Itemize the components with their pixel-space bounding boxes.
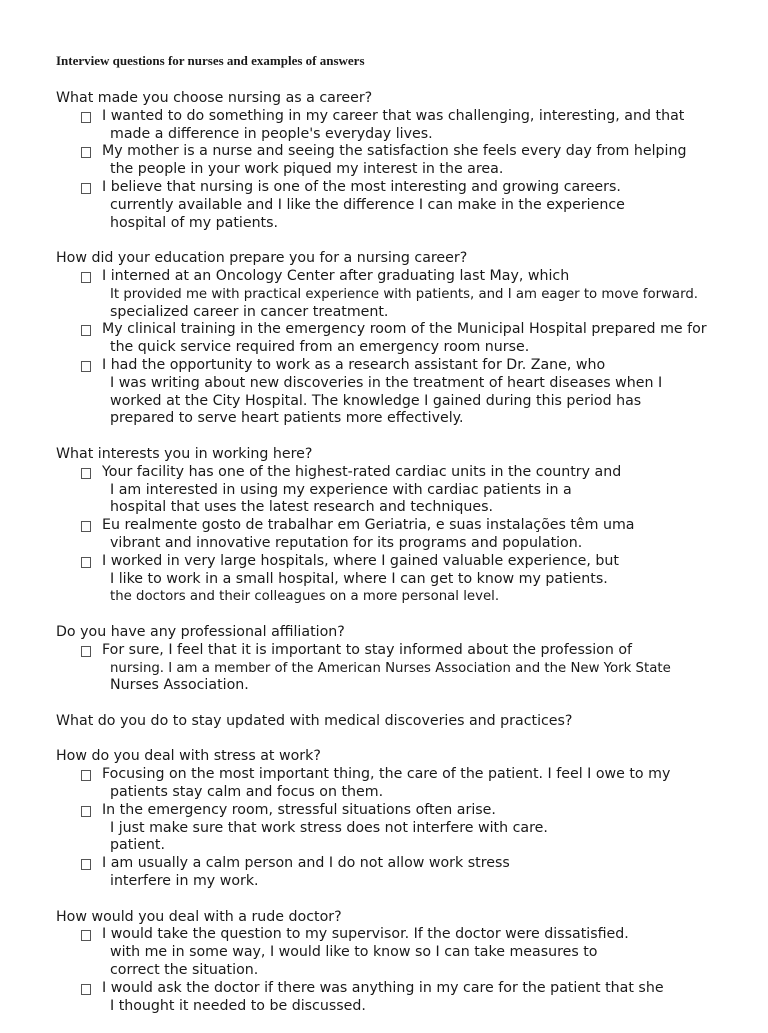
- answer-item: [56, 143, 756, 179]
- missing-glyph-box-icon: [81, 770, 91, 781]
- question-heading: What made you choose nursing as a career?: [56, 90, 373, 106]
- qa-section: [56, 90, 756, 232]
- answer-line: It provided me with practical experience with patients, and I am eager to move forward.: [110, 286, 698, 302]
- answer-item: [56, 642, 756, 695]
- answer-list: [56, 464, 756, 606]
- qa-section: [56, 713, 756, 731]
- missing-glyph-box-icon: [81, 183, 91, 194]
- answer-item: [56, 855, 756, 891]
- answer-list: [56, 642, 756, 695]
- answer-line: Eu realmente gosto de trabalhar em Geriatria, e suas instalações têm uma: [102, 517, 635, 534]
- question-heading: How do you deal with stress at work?: [56, 748, 321, 765]
- answer-item: [56, 179, 756, 232]
- document-title: Interview questions for nurses and examples of answers: [56, 53, 365, 68]
- missing-glyph-box-icon: [81, 272, 91, 283]
- answer-list: [56, 926, 756, 1015]
- answer-line: with me in some way, I would like to know so I can take measures to: [110, 944, 598, 961]
- answer-line: I like to work in a small hospital, where I can get to know my patients.: [110, 570, 608, 587]
- answer-line: Your facility has one of the highest-rated cardiac units in the country and: [102, 463, 622, 480]
- missing-glyph-box-icon: [81, 468, 91, 479]
- question-heading: How did your education prepare you for a nursing career?: [56, 250, 468, 267]
- qa-section: [56, 624, 756, 695]
- question-heading: What interests you in working here?: [56, 445, 313, 462]
- missing-glyph-box-icon: [81, 361, 91, 372]
- answer-line: patients stay calm and focus on them.: [110, 784, 384, 801]
- answer-item: [56, 553, 756, 606]
- qa-sections: [56, 90, 756, 1015]
- answer-line: hospital that uses the latest research and techniques.: [110, 499, 493, 516]
- answer-line: currently available and I like the difference I can make in the experience: [110, 196, 625, 213]
- answer-line: worked at the City Hospital. The knowledge I gained during this period has: [110, 392, 642, 409]
- missing-glyph-box-icon: [81, 147, 91, 158]
- answer-line: My mother is a nurse and seeing the satisfaction she feels every day from helping: [102, 143, 687, 160]
- answer-line: I had the opportunity to work as a research assistant for Dr. Zane, who: [102, 356, 606, 373]
- qa-section: [56, 909, 756, 1016]
- answer-line: I interned at an Oncology Center after graduating last May, which: [102, 267, 570, 284]
- answer-item: [56, 464, 756, 517]
- answer-line: nursing. I am a member of the American Nurses Association and the New York State: [110, 660, 671, 676]
- answer-item: [56, 108, 756, 144]
- document-page: [56, 52, 756, 1033]
- answer-item: [56, 766, 756, 802]
- answer-line: My clinical training in the emergency room of the Municipal Hospital prepared me for: [102, 321, 707, 338]
- answer-line: the doctors and their colleagues on a more personal level.: [110, 589, 500, 605]
- answer-line: I thought it needed to be discussed.: [110, 997, 366, 1014]
- answer-item: [56, 802, 756, 855]
- qa-section: [56, 446, 756, 606]
- answer-item: [56, 926, 756, 979]
- answer-line: I just make sure that work stress does not interfere with care.: [110, 819, 548, 836]
- answer-item: [56, 321, 756, 357]
- missing-glyph-box-icon: [81, 930, 91, 941]
- question-heading: How would you deal with a rude doctor?: [56, 908, 342, 925]
- answer-line: interfere in my work.: [110, 873, 259, 890]
- answer-list: [56, 108, 756, 233]
- answer-list: [56, 766, 756, 891]
- answer-item: [56, 980, 756, 1016]
- answer-line: In the emergency room, stressful situations often arise.: [102, 801, 496, 818]
- answer-line: I believe that nursing is one of the most interesting and growing careers.: [102, 178, 621, 195]
- answer-line: the people in your work piqued my interest in the area.: [110, 161, 504, 178]
- missing-glyph-box-icon: [81, 646, 91, 657]
- answer-line: I am interested in using my experience with cardiac patients in a: [110, 481, 572, 498]
- answer-line: made a difference in people's everyday lives.: [110, 125, 433, 142]
- answer-line: I would ask the doctor if there was anything in my care for the patient that she: [102, 979, 664, 996]
- answer-line: I worked in very large hospitals, where I gained valuable experience, but: [102, 552, 619, 569]
- answer-line: vibrant and innovative reputation for its programs and population.: [110, 534, 583, 551]
- answer-line: Focusing on the most important thing, the care of the patient. I feel I owe to my: [102, 766, 671, 783]
- missing-glyph-box-icon: [81, 325, 91, 336]
- answer-item: [56, 357, 756, 428]
- question-heading: What do you do to stay updated with medical discoveries and practices?: [56, 712, 573, 729]
- answer-line: correct the situation.: [110, 962, 259, 979]
- missing-glyph-box-icon: [81, 859, 91, 870]
- answer-line: I am usually a calm person and I do not allow work stress: [102, 855, 510, 872]
- missing-glyph-box-icon: [81, 806, 91, 817]
- answer-item: [56, 517, 756, 553]
- answer-line: I wanted to do something in my career that was challenging, interesting, and that: [102, 107, 685, 124]
- missing-glyph-box-icon: [81, 521, 91, 532]
- missing-glyph-box-icon: [81, 557, 91, 568]
- missing-glyph-box-icon: [81, 984, 91, 995]
- qa-section: [56, 748, 756, 890]
- question-heading: Do you have any professional affiliation?: [56, 623, 345, 640]
- answer-line: the quick service required from an emergency room nurse.: [110, 339, 530, 356]
- answer-item: [56, 268, 756, 321]
- answer-list: [56, 268, 756, 428]
- answer-line: I was writing about new discoveries in the treatment of heart diseases when I: [110, 374, 663, 391]
- missing-glyph-box-icon: [81, 112, 91, 123]
- answer-line: hospital of my patients.: [110, 214, 279, 231]
- qa-section: [56, 250, 756, 428]
- answer-line: prepared to serve heart patients more effectively.: [110, 410, 464, 427]
- answer-line: patient.: [110, 837, 165, 854]
- answer-line: Nurses Association.: [110, 677, 249, 694]
- answer-line: I would take the question to my supervisor. If the doctor were dissatisfied.: [102, 926, 629, 943]
- answer-line: specialized career in cancer treatment.: [110, 303, 389, 320]
- answer-line: For sure, I feel that it is important to stay informed about the profession of: [102, 641, 633, 658]
